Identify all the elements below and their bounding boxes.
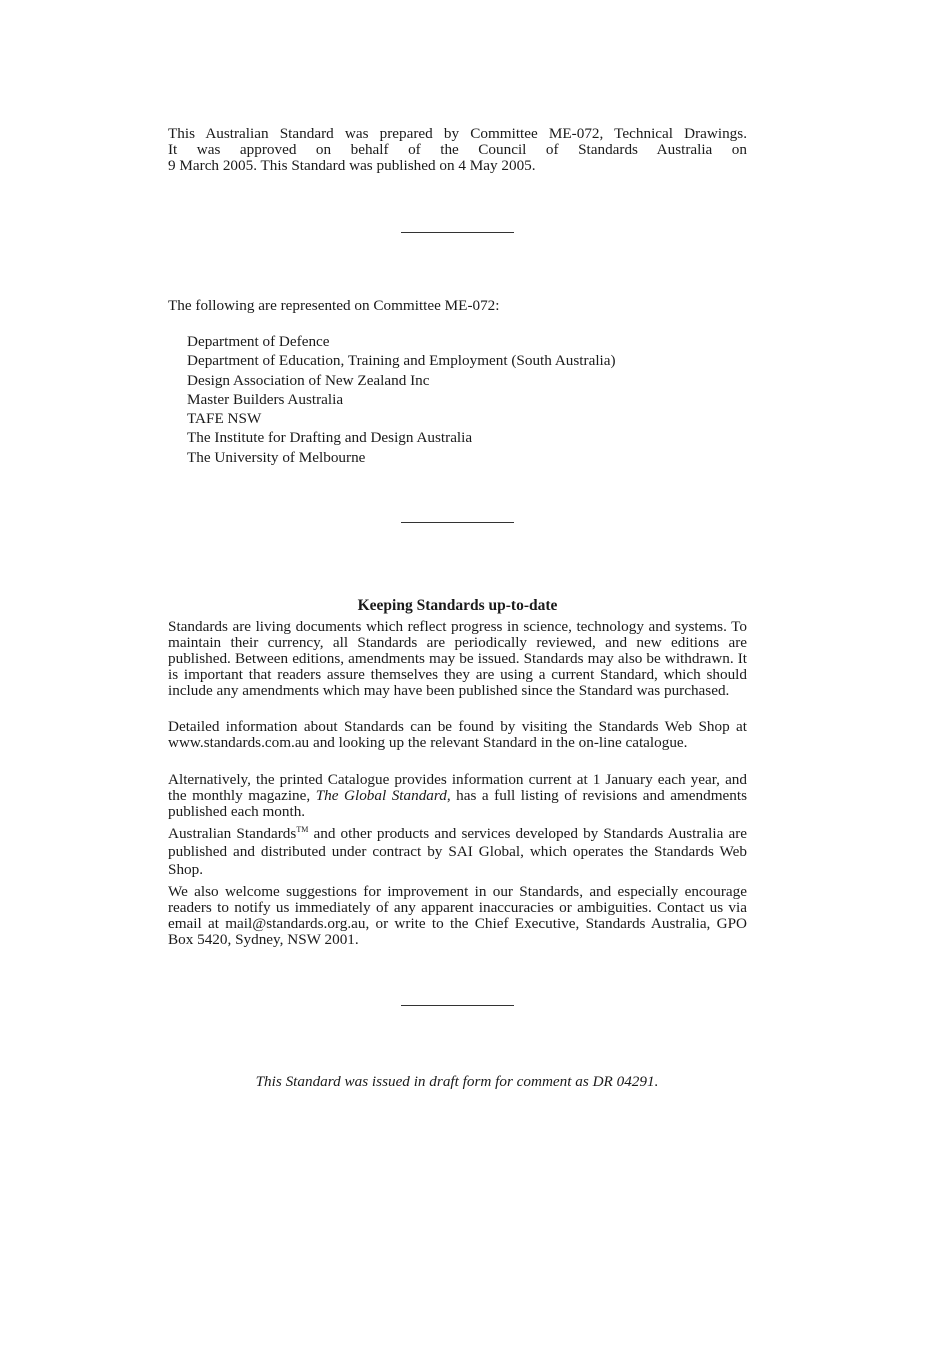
draft-note: This Standard was issued in draft form for comment as DR 04291.: [255, 1073, 659, 1090]
committee-member: Department of Education, Training and Employment (South Australia): [187, 352, 616, 370]
approval-line-2: It was approved on behalf of the Council of Standards Australia on: [168, 141, 747, 158]
paragraph-sai-global-text: Australian Standards: [168, 825, 297, 842]
paragraph-living-documents: Standards are living documents which reflect progress in science, technology and systems. To maintain their currency, all Standards are periodically reviewed, and new editions are published. Between editions, amendments may be issued. Standards may also be withdrawn. It is important that readers assure themselves they are using a current Standard, which should include any amendments which may have been published since the Standard was purchased.: [168, 618, 747, 699]
paragraph-catalogue: [168, 772, 747, 820]
committee-intro: The following are represented on Committee ME-072:: [168, 297, 500, 314]
committee-member: The Institute for Drafting and Design Australia: [187, 429, 473, 447]
approval-line-1: This Australian Standard was prepared by Committee ME-072, Technical Drawings.: [168, 125, 747, 142]
approval-statement: [168, 126, 747, 174]
committee-member: Department of Defence: [187, 333, 330, 350]
magazine-title: The Global Standard: [315, 787, 447, 804]
section-heading: Keeping Standards up-to-date: [357, 597, 558, 614]
divider: [401, 522, 514, 523]
paragraph-web-shop: Detailed information about Standards can be found by visiting the Standards Web Shop at www.standards.com.au and looking up the relevant Standard in the on-line catalogue.: [168, 718, 747, 751]
approval-line-3: 9 March 2005. This Standard was published on 4 May 2005.: [168, 157, 536, 174]
paragraph-sai-global: [168, 825, 747, 879]
trademark-mark: TM: [296, 824, 309, 834]
committee-member: TAFE NSW: [187, 410, 262, 428]
paragraph-sai-global-text-end: and other products and services developed by Standards Australia are published and distributed under contract by SAI Global, which operates the Standards Web Shop.: [168, 825, 747, 878]
committee-member: The University of Melbourne: [187, 448, 366, 466]
paragraph-catalogue-text-end: , has a full listing of revisions and amendments published each month.: [168, 787, 748, 820]
paragraph-suggestions: We also welcome suggestions for improvement in our Standards, and especially encourage readers to notify us immediately of any apparent inaccuracies or ambiguities. Contact us via email at mail@standards.org.au, or write to the Chief Executive, Standards Australia, GPO Box 5420, Sydney, NSW 2001.: [168, 883, 747, 948]
committee-member: Master Builders Australia: [187, 390, 344, 408]
committee-member-list: [187, 332, 747, 467]
divider: [401, 232, 514, 233]
paragraph-catalogue-text: Alternatively, the printed Catalogue provides information current at 1 January each year, and the monthly magazine,: [168, 771, 747, 804]
committee-member: Design Association of New Zealand Inc: [187, 371, 430, 389]
divider: [401, 1005, 514, 1006]
